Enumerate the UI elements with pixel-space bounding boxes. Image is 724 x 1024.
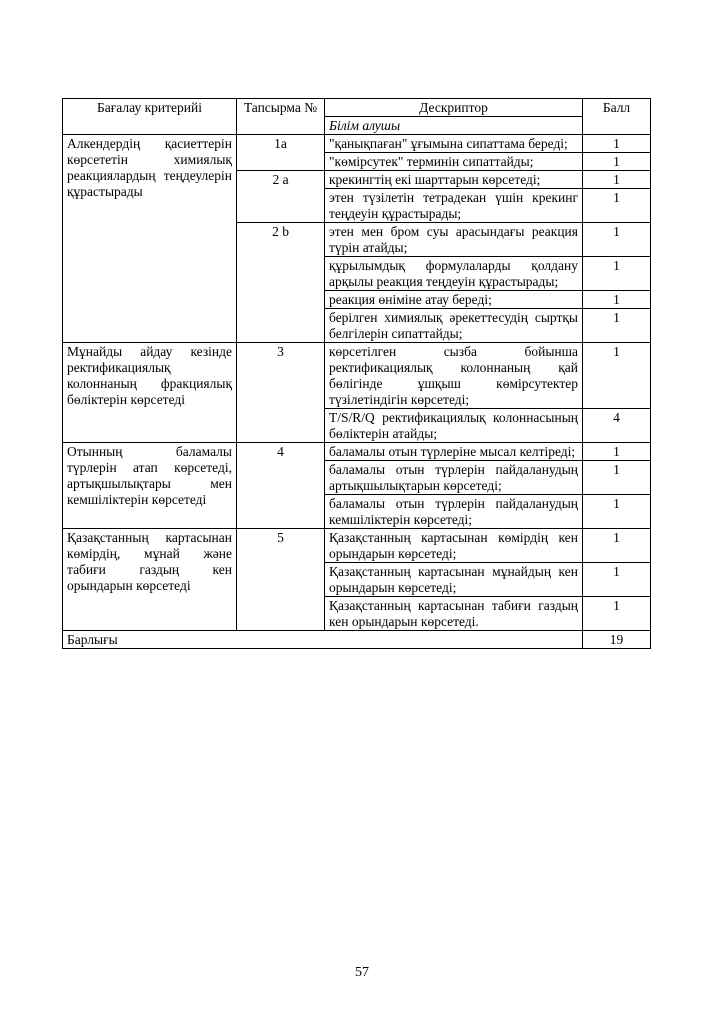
task-cell: 4 bbox=[237, 443, 325, 529]
task-cell: 3 bbox=[237, 343, 325, 443]
descriptor-cell: баламалы отын түрлерін пайдаланудың артықшылықтарын көрсетеді; bbox=[325, 461, 583, 495]
score-cell: 1 bbox=[583, 343, 651, 409]
score-cell: 1 bbox=[583, 135, 651, 153]
descriptor-cell: "қанықпаған" ұғымына сипаттама береді; bbox=[325, 135, 583, 153]
header-task: Тапсырма № bbox=[237, 99, 325, 135]
task-cell: 5 bbox=[237, 529, 325, 631]
criterion-cell: Отынның баламалы түрлерін атап көрсетеді, артықшылықтары мен кемшіліктерін көрсетеді bbox=[63, 443, 237, 529]
header-score: Балл bbox=[583, 99, 651, 135]
descriptor-cell: Қазақстанның картасынан көмірдің кен орындарын көрсетеді; bbox=[325, 529, 583, 563]
score-cell: 1 bbox=[583, 189, 651, 223]
score-cell: 1 bbox=[583, 291, 651, 309]
descriptor-cell: реакция өніміне атау береді; bbox=[325, 291, 583, 309]
assessment-table bbox=[62, 98, 651, 649]
descriptor-cell: құрылымдық формулаларды қолдану арқылы реакция теңдеуін құрастырады; bbox=[325, 257, 583, 291]
criterion-cell: Алкендердің қасиеттерін көрсететін химиялық реакциялардың теңдеулерін құрастырады bbox=[63, 135, 237, 343]
task-cell: 1a bbox=[237, 135, 325, 171]
total-row bbox=[63, 631, 651, 649]
score-cell: 1 bbox=[583, 495, 651, 529]
score-cell: 1 bbox=[583, 563, 651, 597]
table-header-row bbox=[63, 99, 651, 117]
table-row bbox=[63, 135, 651, 153]
descriptor-cell: этен түзілетін тетрадекан үшін крекинг теңдеуін құрастырады; bbox=[325, 189, 583, 223]
score-cell: 1 bbox=[583, 171, 651, 189]
descriptor-cell: көрсетілген сызба бойынша ректификациялық колоннаның қай бөлігінде ұшқыш көмірсутектер түзілетіндігін көрсетеді; bbox=[325, 343, 583, 409]
task-cell: 2 b bbox=[237, 223, 325, 343]
score-cell: 1 bbox=[583, 309, 651, 343]
descriptor-cell: баламалы отын түрлерін пайдаланудың кемшіліктерін көрсетеді; bbox=[325, 495, 583, 529]
descriptor-cell: Қазақстанның картасынан табиғи газдың кен орындарын көрсетеді. bbox=[325, 597, 583, 631]
table-row bbox=[63, 443, 651, 461]
score-cell: 1 bbox=[583, 461, 651, 495]
header-descriptor: Дескриптор bbox=[325, 99, 583, 117]
score-cell: 1 bbox=[583, 257, 651, 291]
total-value: 19 bbox=[583, 631, 651, 649]
header-learner: Білім алушы bbox=[325, 117, 583, 135]
header-criterion: Бағалау критерийі bbox=[63, 99, 237, 135]
criterion-cell: Қазақстанның картасынан көмірдің, мұнай және табиғи газдың кен орындарын көрсетеді bbox=[63, 529, 237, 631]
descriptor-cell: Қазақстанның картасынан мұнайдың кен орындарын көрсетеді; bbox=[325, 563, 583, 597]
descriptor-cell: берілген химиялық әрекеттесудің сыртқы белгілерін сипаттайды; bbox=[325, 309, 583, 343]
table-row bbox=[63, 529, 651, 563]
score-cell: 1 bbox=[583, 529, 651, 563]
descriptor-cell: "көмірсутек" терминін сипаттайды; bbox=[325, 153, 583, 171]
descriptor-cell: этен мен бром суы арасындағы реакция түрін атайды; bbox=[325, 223, 583, 257]
score-cell: 1 bbox=[583, 597, 651, 631]
score-cell: 4 bbox=[583, 409, 651, 443]
total-label: Барлығы bbox=[63, 631, 583, 649]
descriptor-cell: T/S/R/Q ректификациялық колоннасының бөліктерін атайды; bbox=[325, 409, 583, 443]
descriptor-cell: крекингтің екі шарттарын көрсетеді; bbox=[325, 171, 583, 189]
descriptor-cell: баламалы отын түрлеріне мысал келтіреді; bbox=[325, 443, 583, 461]
table-row bbox=[63, 343, 651, 409]
criterion-cell: Мұнайды айдау кезінде ректификациялық колоннаның фракциялық бөліктерін көрсетеді bbox=[63, 343, 237, 443]
score-cell: 1 bbox=[583, 443, 651, 461]
task-cell: 2 a bbox=[237, 171, 325, 223]
score-cell: 1 bbox=[583, 223, 651, 257]
score-cell: 1 bbox=[583, 153, 651, 171]
page-number: 57 bbox=[355, 965, 369, 980]
